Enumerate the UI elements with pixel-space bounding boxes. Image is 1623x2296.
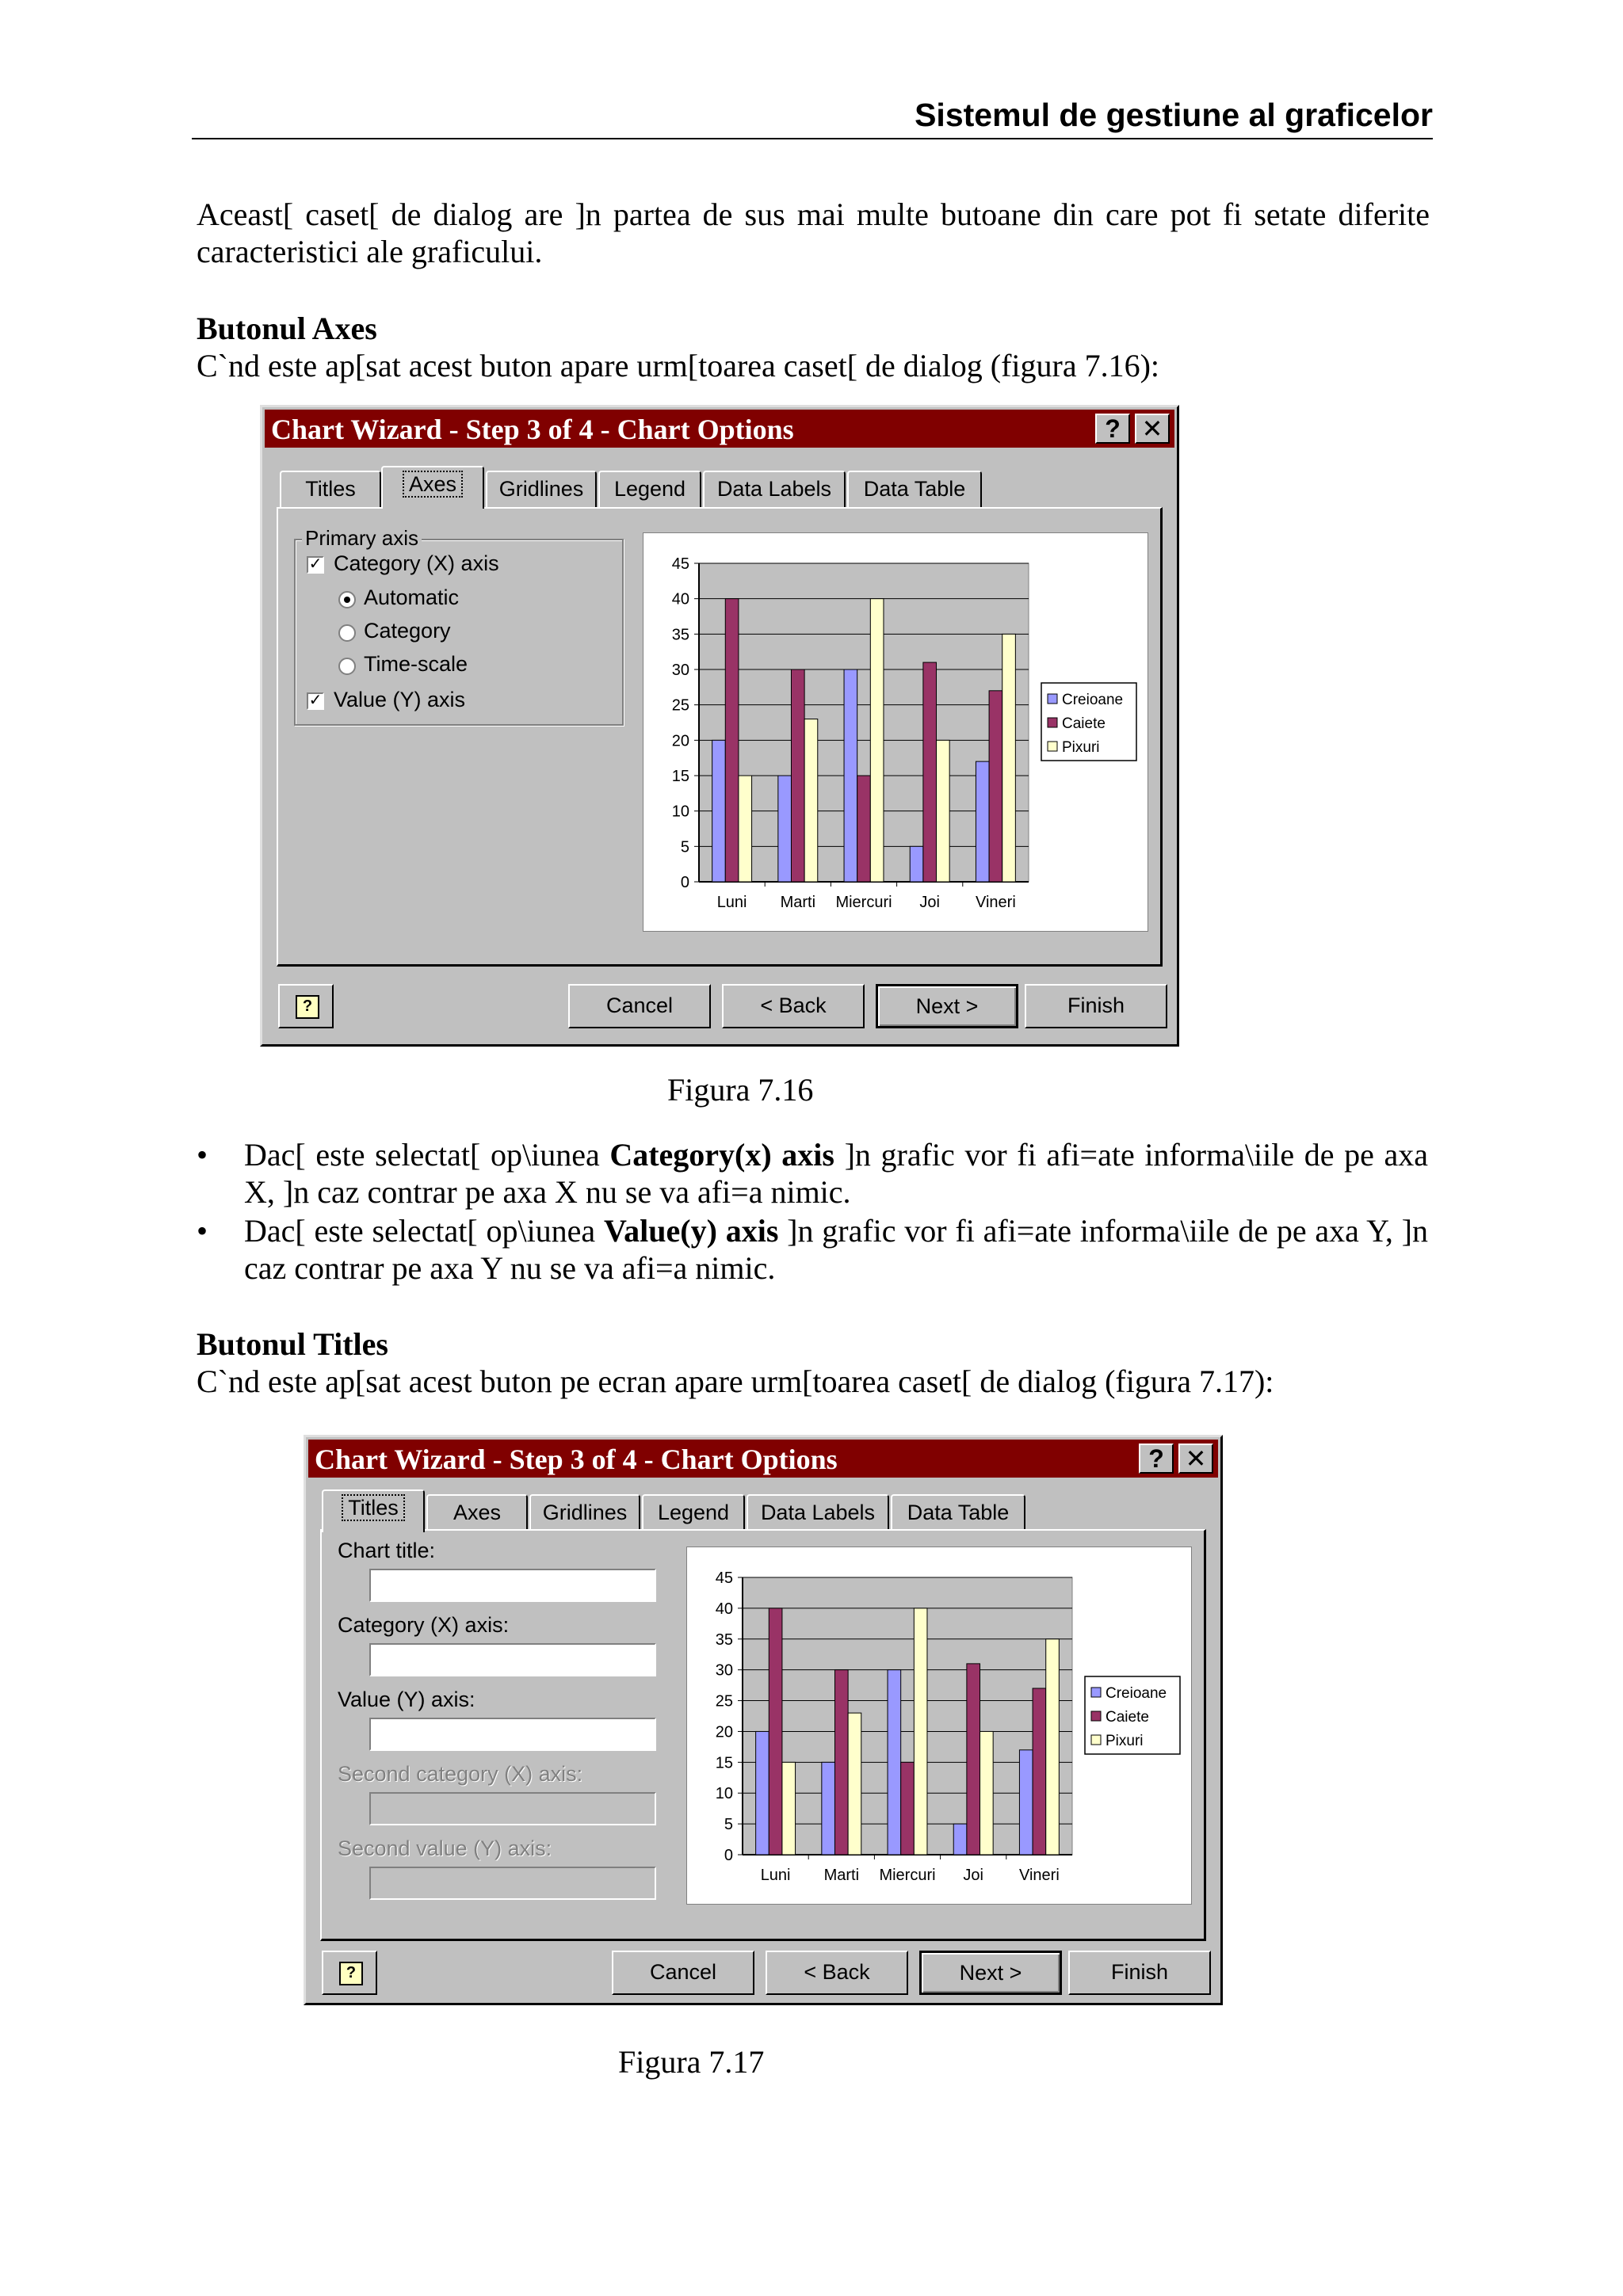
section-axes-text: C`nd este ap[sat acest buton apare urm[toarea caset[ de dialog (figura 7.16): [197, 348, 1160, 383]
y-tick-label: 30 [715, 1661, 733, 1680]
chart-preview [686, 1547, 1192, 1905]
bar [725, 599, 739, 882]
value-axis-title-input[interactable] [369, 1718, 656, 1751]
legend-swatch [1091, 1711, 1101, 1721]
tab-legend[interactable]: Legend [642, 1494, 745, 1531]
primary-axis-group [294, 526, 624, 726]
legend-swatch [1091, 1735, 1101, 1745]
legend-label: Creioane [1062, 692, 1124, 708]
bar [739, 776, 752, 882]
x-tick-label: Marti [780, 894, 816, 911]
bar [1046, 1639, 1060, 1855]
intro-paragraph: Aceast[ caset[ de dialog are ]n partea de sus mai multe butoane din care pot fi setate diferite caracteristici ale graficului. [197, 196, 1430, 269]
close-button[interactable] [1178, 1444, 1213, 1474]
bar [844, 669, 857, 882]
finish-button[interactable]: Finish [1025, 984, 1167, 1028]
help-button[interactable] [322, 1951, 377, 1995]
y-tick-label: 15 [715, 1754, 733, 1772]
bar [712, 740, 726, 882]
y-tick-label: 30 [671, 662, 689, 679]
bar [910, 846, 923, 882]
tab-axes[interactable]: Axes [426, 1494, 528, 1531]
bar [976, 761, 989, 882]
value-axis-label: Value (Y) axis [334, 688, 466, 711]
second-category-axis-input [369, 1792, 656, 1825]
y-tick-label: 40 [715, 1600, 733, 1618]
category-axis-title-label: Category (X) axis: [338, 1613, 510, 1637]
next-button[interactable]: Next > [876, 984, 1018, 1028]
bullet-dot: • [197, 1213, 208, 1249]
close-icon: ✕ [1141, 414, 1163, 443]
x-tick-label: Luni [716, 894, 747, 911]
bar [937, 740, 950, 882]
x-tick-label: Miercuri [879, 1867, 936, 1884]
y-tick-label: 35 [715, 1630, 733, 1649]
bar [1033, 1688, 1046, 1855]
y-tick-label: 0 [724, 1847, 733, 1864]
section-axes-heading: Butonul Axes [197, 311, 377, 346]
y-tick-label: 20 [715, 1723, 733, 1741]
tab-axes[interactable]: Axes [381, 466, 484, 509]
radio-time-scale-label: Time-scale [364, 652, 468, 676]
y-tick-label: 20 [671, 732, 689, 750]
bar [769, 1608, 782, 1855]
help-title-button[interactable] [1139, 1444, 1174, 1474]
legend-swatch [1048, 718, 1057, 727]
chart-preview [643, 532, 1148, 932]
axes-panel [277, 507, 1163, 967]
value-axis-title-label: Value (Y) axis: [338, 1688, 475, 1711]
question-icon: ? [1105, 414, 1121, 443]
next-button[interactable]: Next > [919, 1951, 1062, 1995]
chart-title-input[interactable] [369, 1569, 656, 1602]
cancel-button[interactable]: Cancel [612, 1951, 754, 1995]
tab-gridlines[interactable]: Gridlines [529, 1494, 640, 1531]
close-icon: ✕ [1185, 1444, 1207, 1473]
cancel-button[interactable]: Cancel [568, 984, 711, 1028]
category-axis-title-input[interactable] [369, 1643, 656, 1676]
help-icon: ? [296, 995, 319, 1019]
tab-data-labels[interactable]: Data Labels [747, 1494, 889, 1531]
tab-gridlines[interactable]: Gridlines [486, 471, 597, 507]
radio-automatic[interactable] [338, 591, 356, 608]
x-tick-label: Marti [823, 1867, 860, 1884]
page-header-title: Sistemul de gestiune al graficelor [915, 97, 1433, 133]
bar [1019, 1750, 1033, 1855]
bullet-category-axis-text: Dac[ este selectat[ op\iunea Category(x) axis ]n grafic vor fi afi=ate informa\iile de pe axa X, ]n caz contrar pe axa X nu se va afi=a nimic. [244, 1137, 1428, 1210]
y-tick-label: 40 [671, 590, 689, 608]
bar [923, 662, 937, 882]
bar [848, 1713, 861, 1855]
y-tick-label: 5 [680, 838, 689, 856]
x-tick-label: Miercuri [835, 894, 892, 911]
bar [901, 1762, 915, 1855]
y-tick-label: 25 [671, 696, 689, 715]
figure-caption-7-16: Figura 7.16 [667, 1072, 814, 1108]
bar [834, 1670, 848, 1855]
x-tick-label: Luni [760, 1867, 791, 1884]
category-axis-label: Category (X) axis [334, 551, 499, 575]
bar [888, 1670, 901, 1855]
dialog-title: Chart Wizard - Step 3 of 4 - Chart Options [271, 414, 794, 445]
bar [989, 691, 1002, 882]
radio-automatic-label: Automatic [364, 585, 460, 609]
bullet-dot: • [197, 1137, 208, 1173]
radio-category[interactable] [338, 624, 356, 642]
tab-titles[interactable]: Titles [322, 1489, 425, 1532]
chart-title-label: Chart title: [338, 1539, 436, 1562]
check-icon: ✓ [308, 555, 323, 573]
category-axis-checkbox[interactable] [307, 556, 324, 574]
y-tick-label: 10 [671, 803, 689, 821]
help-title-button[interactable] [1095, 414, 1130, 444]
second-category-axis-label: Second category (X) axis: [338, 1762, 583, 1786]
check-icon: ✓ [308, 692, 323, 709]
second-value-axis-input [369, 1867, 656, 1900]
legend-label: Pixuri [1106, 1733, 1144, 1749]
primary-axis-label: Primary axis [302, 526, 422, 551]
dialog-titlebar [265, 410, 1174, 448]
y-tick-label: 5 [724, 1816, 733, 1834]
help-icon: ? [339, 1962, 363, 1985]
bar [804, 719, 818, 882]
titles-panel [320, 1529, 1206, 1941]
bar [822, 1762, 835, 1855]
question-icon: ? [1148, 1444, 1164, 1473]
chart-wizard-dialog-titles [304, 1435, 1223, 2005]
bar [1002, 634, 1016, 882]
legend-label: Pixuri [1062, 739, 1100, 756]
close-button[interactable] [1135, 414, 1170, 444]
bar [870, 599, 884, 882]
chart-wizard-dialog-axes [260, 405, 1179, 1047]
section-titles-heading: Butonul Titles [197, 1326, 388, 1362]
bar [967, 1664, 980, 1855]
x-tick-label: Vineri [976, 894, 1016, 911]
tab-legend[interactable]: Legend [598, 471, 701, 507]
bar [980, 1731, 994, 1855]
bullet-value-axis-text: Dac[ este selectat[ op\iunea Value(y) axis ]n grafic vor fi afi=ate informa\iile de pe axa Y, ]n caz contrar pe axa Y nu se va afi=a nimic. [244, 1213, 1428, 1286]
legend-label: Caiete [1062, 715, 1106, 732]
legend-swatch [1048, 694, 1057, 704]
y-tick-label: 10 [715, 1785, 733, 1803]
bar [782, 1762, 796, 1855]
tab-titles[interactable]: Titles [280, 471, 381, 507]
x-tick-label: Joi [919, 894, 940, 911]
legend-swatch [1091, 1688, 1101, 1697]
bar [953, 1824, 967, 1855]
section-titles-text: C`nd este ap[sat acest buton pe ecran apare urm[toarea caset[ de dialog (figura 7.17): [197, 1363, 1274, 1399]
bar [791, 669, 804, 882]
dialog-title: Chart Wizard - Step 3 of 4 - Chart Options [315, 1444, 838, 1475]
tab-data-table[interactable]: Data Table [891, 1494, 1025, 1531]
header-rule [192, 138, 1433, 139]
back-button[interactable]: < Back [722, 984, 865, 1028]
tab-data-labels[interactable]: Data Labels [703, 471, 846, 507]
y-tick-label: 45 [671, 555, 689, 573]
bar [857, 776, 871, 882]
bar [778, 776, 792, 882]
y-tick-label: 0 [680, 874, 689, 891]
value-axis-checkbox[interactable] [307, 692, 324, 710]
y-tick-label: 35 [671, 626, 689, 644]
legend-label: Caiete [1106, 1709, 1149, 1726]
figure-caption-7-17: Figura 7.17 [618, 2044, 765, 2080]
help-button[interactable] [278, 984, 334, 1028]
bar [914, 1608, 927, 1855]
x-tick-label: Joi [963, 1867, 983, 1884]
bar-chart-svg [643, 533, 1148, 931]
dialog-titlebar [308, 1440, 1218, 1478]
y-tick-label: 15 [671, 768, 689, 785]
tab-data-table[interactable]: Data Table [847, 471, 982, 507]
back-button[interactable]: < Back [766, 1951, 908, 1995]
y-tick-label: 25 [715, 1692, 733, 1711]
finish-button[interactable]: Finish [1068, 1951, 1211, 1995]
second-value-axis-label: Second value (Y) axis: [338, 1836, 552, 1860]
bar [756, 1731, 769, 1855]
radio-time-scale[interactable] [338, 658, 356, 675]
radio-category-label: Category [364, 619, 451, 643]
bar-chart-svg [687, 1547, 1191, 1904]
legend-swatch [1048, 742, 1057, 751]
legend-label: Creioane [1106, 1685, 1167, 1702]
x-tick-label: Vineri [1019, 1867, 1060, 1884]
y-tick-label: 45 [715, 1569, 733, 1587]
